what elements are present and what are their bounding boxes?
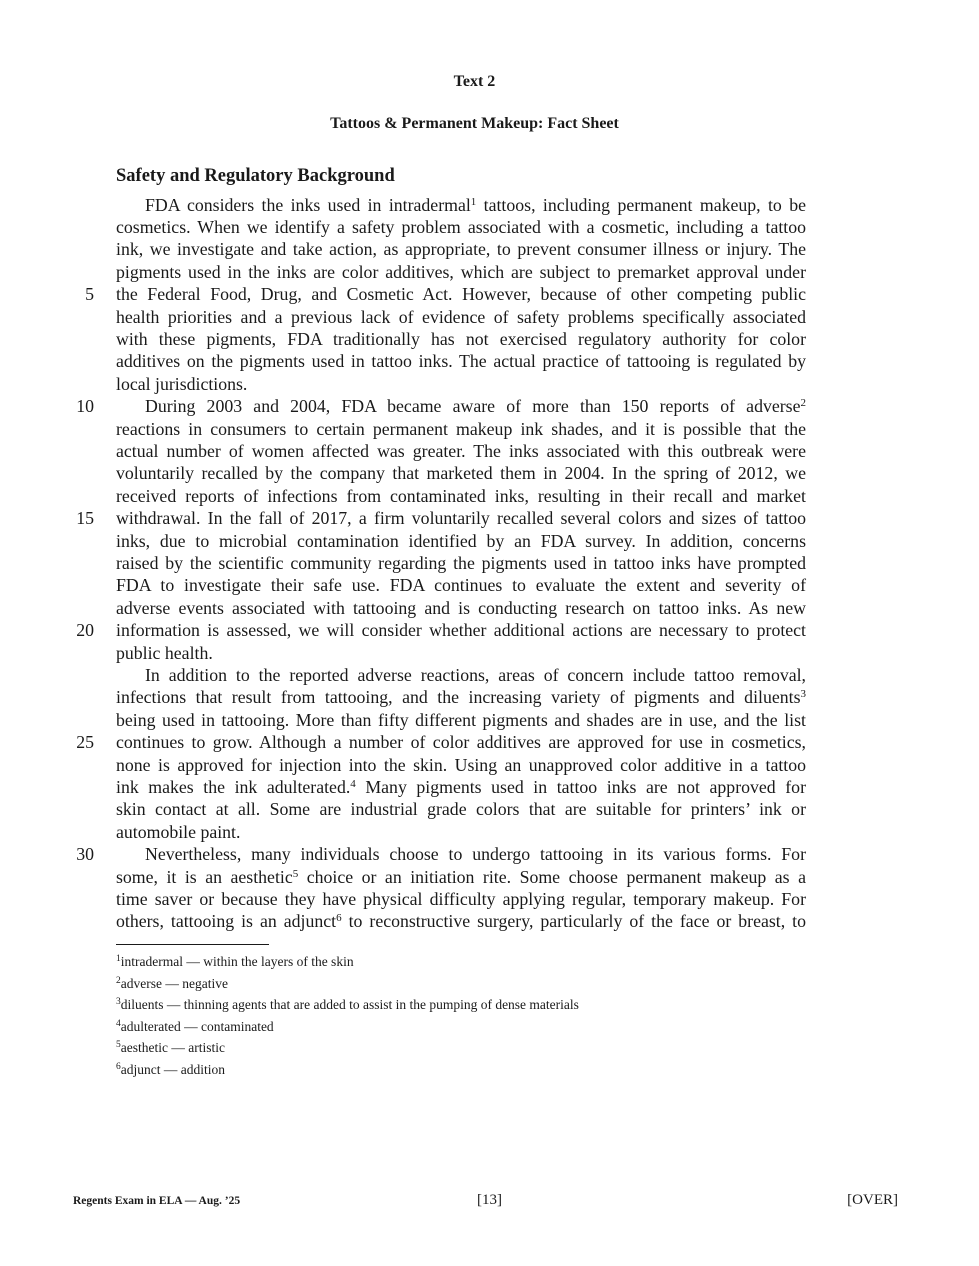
text-line: In addition to the reported adverse reactions, areas of concern include tattoo removal, [145, 664, 806, 685]
text-line: with these pigments, FDA traditionally has not exercised regulatory authority for color [116, 328, 806, 349]
footnote: $^3$diluents — thinning agents that are added to assist in the pumping of dense materials [116, 997, 579, 1013]
text-line: raised by the scientific community regarding the pigments used in tattoo inks have prompted [116, 552, 806, 573]
text-line: health priorities and a previous lack of evidence of safety problems specifically associated [116, 306, 806, 327]
line-number: 25 [76, 732, 94, 753]
text-line: Nevertheless, many individuals choose to undergo tattooing in its various forms. For [145, 844, 806, 865]
line-number: 30 [76, 844, 94, 865]
text-line: actual number of women affected was greater. The inks associated with this outbreak were [116, 440, 806, 461]
text-line: automobile paint. [116, 821, 241, 842]
page-number: [13] [477, 1192, 502, 1208]
text-line: none is approved for injection into the skin. Using an unapproved color additive in a tattoo [116, 754, 806, 775]
text-line: others, tattooing is an adjunct$^6$ to reconstructive surgery, particularly of the face or breast, to [116, 911, 806, 932]
line-number: 10 [76, 396, 94, 417]
text-line: pigments used in the inks are color additives, which are subject to premarket approval under [116, 261, 806, 282]
text-line: some, it is an aesthetic$^5$ choice or an initiation rite. Some choose permanent makeup as a [116, 866, 806, 887]
footnote: $^1$intradermal — within the layers of the skin [116, 954, 354, 969]
text-line: the Federal Food, Drug, and Cosmetic Act. However, because of other competing public [116, 284, 806, 305]
footnote-marker: 3 [800, 688, 806, 701]
text-line: continues to grow. Although a number of color additives are approved for use in cosmetics, [116, 732, 806, 753]
text-line: local jurisdictions. [116, 373, 248, 394]
text-line: additives on the pigments used in tattoo inks. The actual practice of tattooing is regulated by [116, 351, 806, 372]
text-label: Text 2 [453, 73, 496, 90]
section-heading: Safety and Regulatory Background [116, 166, 395, 186]
footnote: $^2$adverse — negative [116, 975, 228, 991]
text-line: FDA to investigate their safe use. FDA continues to evaluate the extent and severity of [116, 575, 806, 596]
text-line: information is assessed, we will consider whether additional actions are necessary to protect [116, 620, 806, 641]
text-line: During 2003 and 2004, FDA became aware of more than 150 reports of adverse$^2$ [145, 396, 806, 417]
line-number: 15 [76, 508, 94, 529]
line-number: 20 [76, 620, 94, 641]
line-number: 5 [85, 284, 94, 305]
text-line: skin contact at all. Some are industrial grade colors that are suitable for printers’ ink or [116, 799, 806, 820]
text-line: public health. [116, 642, 213, 663]
text-line: withdrawal. In the fall of 2017, a firm voluntarily recalled several colors and sizes of tattoo [116, 508, 806, 529]
footnote-marker: 5 [292, 867, 299, 880]
footnote-marker: 6 [336, 912, 342, 925]
footnote-marker: 1 [470, 195, 477, 208]
footnote-marker: 2 [800, 397, 806, 410]
footnote: $^6$adjunct — addition [116, 1062, 225, 1077]
footer-exam-name: Regents Exam in ELA — Aug. ’25 [73, 1195, 241, 1207]
footnote-marker: 4 [350, 777, 356, 790]
footnote: $^5$aesthetic — artistic [116, 1040, 225, 1056]
text-line: ink makes the ink adulterated.$^4$ Many pigments used in tattoo inks are not approved for [116, 776, 806, 797]
text-line: inks, due to microbial contamination identified by an FDA survey. In addition, concerns [116, 530, 806, 551]
footnote-divider [116, 944, 269, 945]
text-line: ink, we investigate and take action, as appropriate, to prevent consumer illness or injury. The [116, 239, 806, 260]
text-line: infections that result from tattooing, and the increasing variety of pigments and diluents$^3$ [116, 687, 806, 708]
text-line: voluntarily recalled by the company that marketed them in 2004. In the spring of 2012, we [116, 463, 806, 484]
text-line: FDA considers the inks used in intradermal$^1$ tattoos, including permanent makeup, to be [145, 194, 806, 215]
text-line: cosmetics. When we identify a safety problem associated with a cosmetic, including a tattoo [116, 216, 806, 237]
over-marker: [OVER] [847, 1192, 898, 1208]
text-line: being used in tattooing. More than fifty different pigments and shades are in use, and the list [116, 709, 806, 730]
text-line: reactions in consumers to certain permanent makeup ink shades, and it is possible that the [116, 418, 806, 439]
footnote: $^4$adulterated — contaminated [116, 1018, 274, 1034]
text-line: adverse events associated with tattooing and is conducting research on tattoo inks. As new [116, 597, 806, 618]
text-line: received reports of infections from contaminated inks, resulting in their recall and market [116, 485, 806, 506]
text-line: time saver or because they have physical difficulty applying regular, temporary makeup. For [116, 888, 806, 909]
document-title: Tattoos & Permanent Makeup: Fact Sheet [330, 115, 619, 132]
